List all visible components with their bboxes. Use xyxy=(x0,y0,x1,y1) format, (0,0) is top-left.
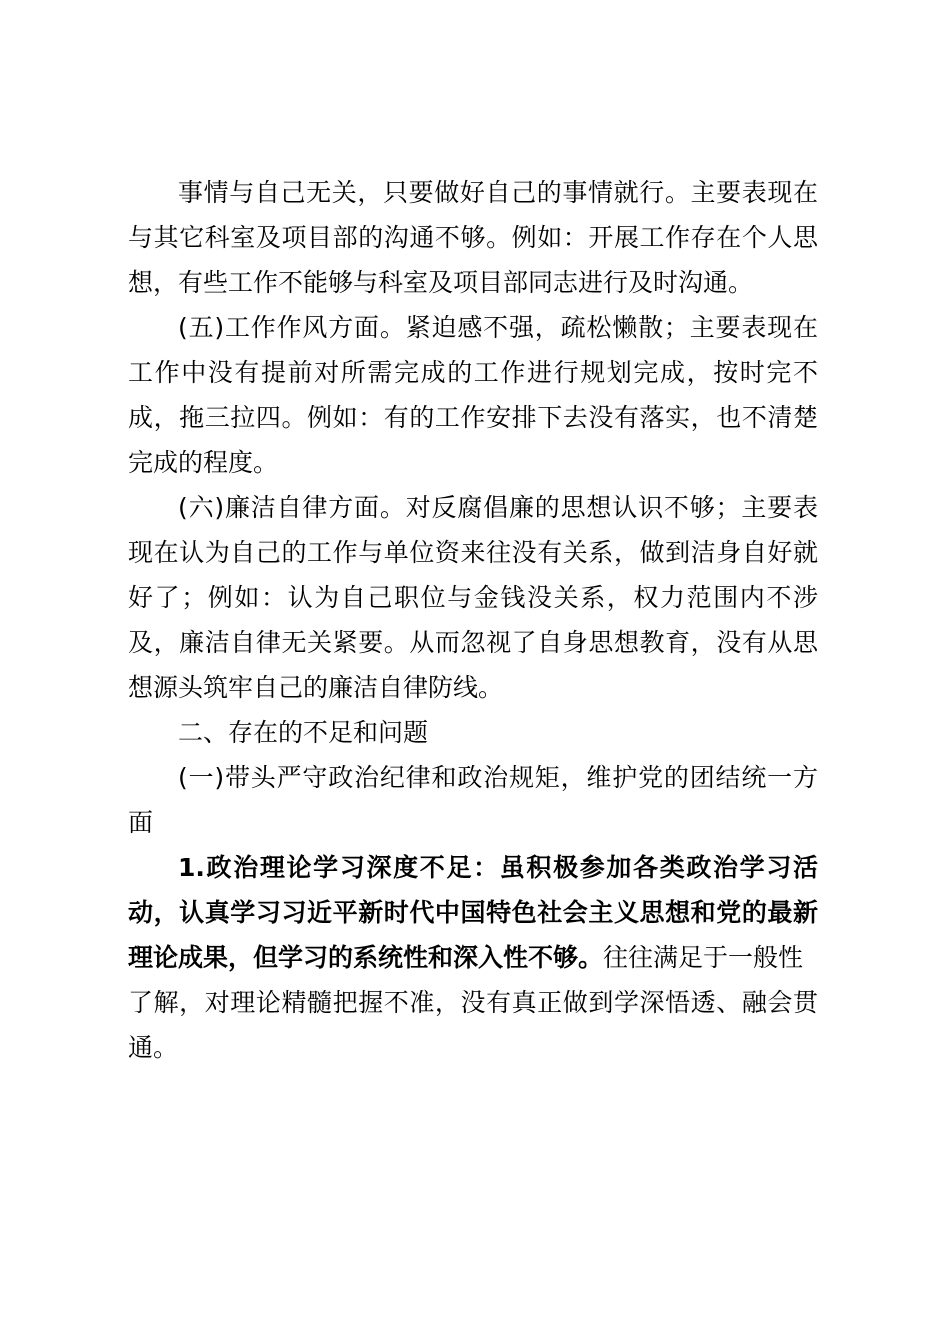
text-line: 与其它科室及项目部的沟通不够。例如：开展工作存在个人思 xyxy=(128,223,818,252)
heading-line: 二、存在的不足和问题 xyxy=(178,718,429,747)
text-line: 成，拖三拉四。例如：有的工作安排下去没有落实，也不清楚 xyxy=(128,403,818,432)
heading-line: (一)带头严守政治纪律和政治规矩，维护党的团结统一方 xyxy=(178,763,818,792)
mixed-text-line xyxy=(128,935,818,980)
text-line: 想，有些工作不能够与科室及项目部同志进行及时沟通。 xyxy=(128,268,754,297)
heading-line: 面 xyxy=(128,808,154,837)
text-line: 想源头筑牢自己的廉洁自律防线。 xyxy=(128,673,504,702)
text-line: (五)工作作风方面。紧迫感不强，疏松懒散；主要表现在 xyxy=(178,313,818,342)
text-line: 了解，对理论精髓把握不准，没有真正做到学深悟透、融会贯 xyxy=(128,988,818,1017)
paragraph-theory-study xyxy=(128,845,818,1070)
text-line: 工作中没有提前对所需完成的工作进行规划完成，按时完不 xyxy=(128,358,818,387)
text-line: 好了；例如：认为自己职位与金钱没关系，权力范围内不涉 xyxy=(128,583,818,612)
text-line: 通。 xyxy=(128,1033,179,1062)
paragraph-work-style xyxy=(128,305,818,485)
text-line: 事情与自己无关，只要做好自己的事情就行。主要表现在 xyxy=(178,178,818,207)
section-heading xyxy=(128,710,818,755)
normal-text-span: 往往满足于一般性 xyxy=(603,943,804,972)
subsection-heading xyxy=(128,755,818,845)
text-line: 完成的程度。 xyxy=(128,448,279,477)
text-line: 现在认为自己的工作与单位资来往没有关系，做到洁身自好就 xyxy=(128,538,818,567)
document-body xyxy=(128,170,818,1070)
bold-text-line: 动，认真学习习近平新时代中国特色社会主义思想和党的最新 xyxy=(128,898,818,927)
paragraph-integrity xyxy=(128,485,818,710)
text-line: 及，廉洁自律无关紧要。从而忽视了自身思想教育，没有从思 xyxy=(128,628,818,657)
text-line: (六)廉洁自律方面。对反腐倡廉的思想认识不够；主要表 xyxy=(178,493,818,522)
bold-text-line: 1.政治理论学习深度不足：虽积极参加各类政治学习活 xyxy=(178,853,818,882)
paragraph-communication xyxy=(128,170,818,305)
bold-text-span: 理论成果，但学习的系统性和深入性不够。 xyxy=(128,943,604,972)
